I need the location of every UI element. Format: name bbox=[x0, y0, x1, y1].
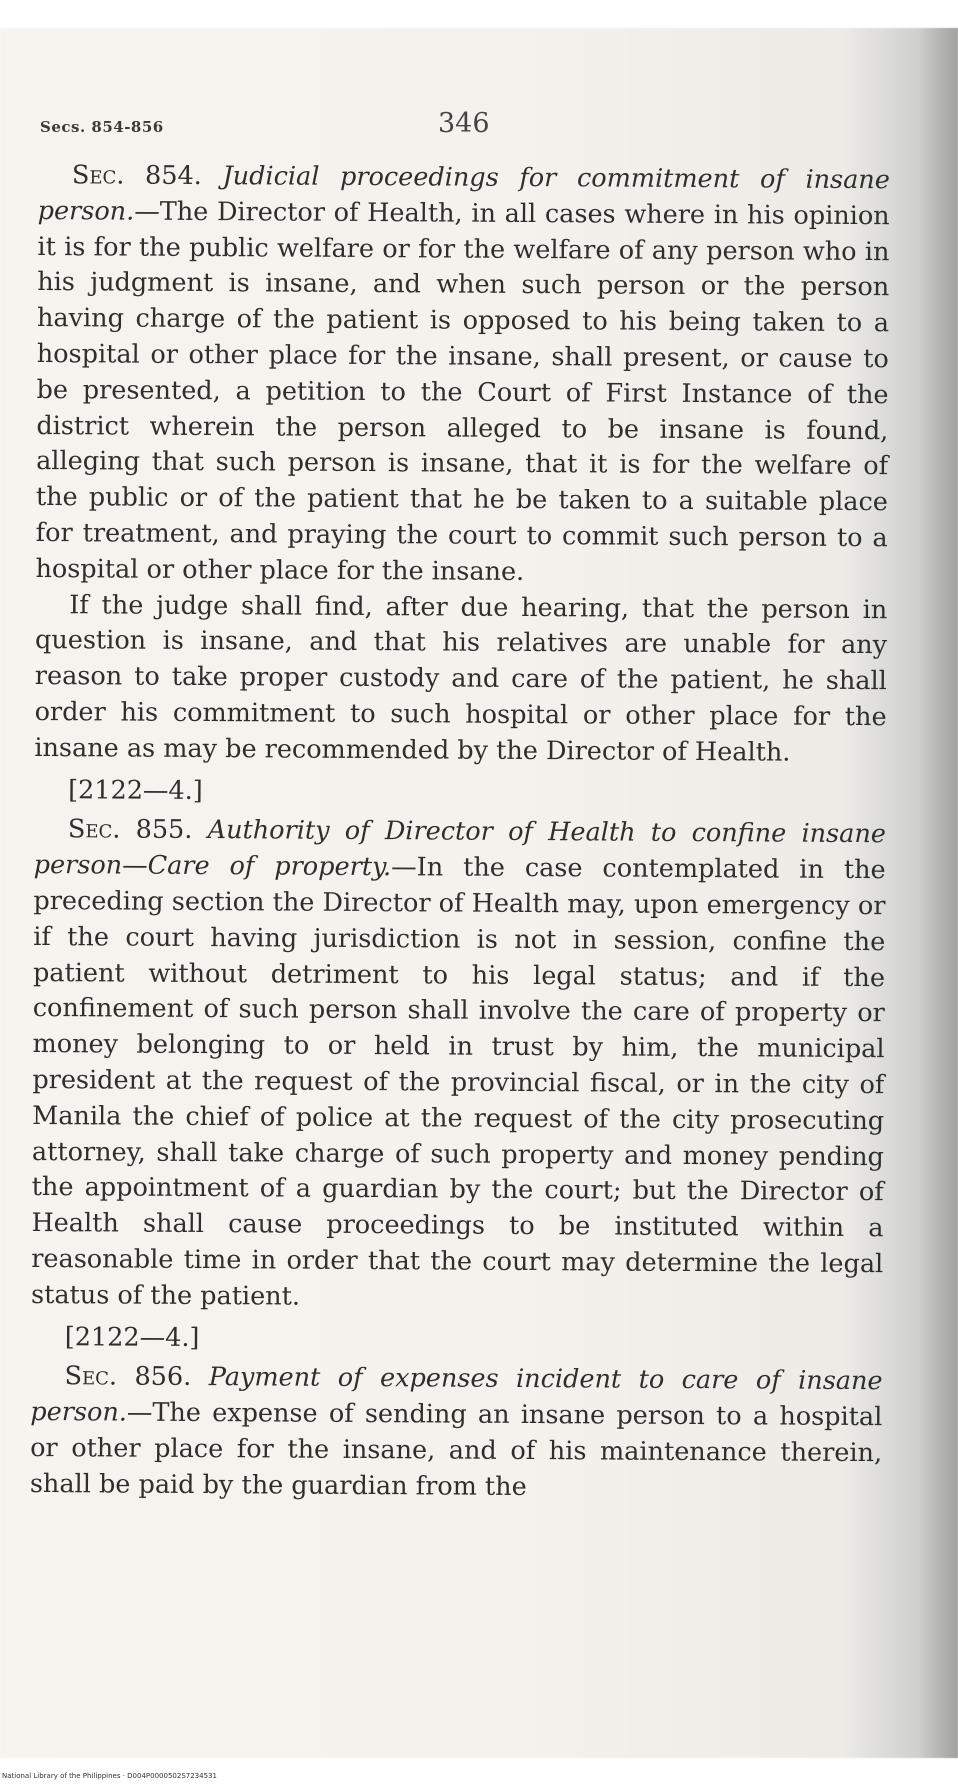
section-heading: Judicial proceedings for commitment of insane person. bbox=[37, 161, 890, 227]
page-edge-shadow bbox=[918, 28, 958, 1758]
section-854-citation: [2122—4.] bbox=[68, 774, 203, 806]
section-855 bbox=[31, 812, 886, 1318]
page-body bbox=[30, 158, 890, 1508]
page-header bbox=[40, 108, 900, 148]
section-label: Sec. 856. bbox=[64, 1361, 192, 1393]
section-856 bbox=[30, 1359, 883, 1507]
section-854-paragraph-2: If the judge shall find, after due hearing, that the person in question is insane, and that his relatives are unable for any reason to take proper custody and care of the patient, he shall order his commitment to such hospital or other place for the insane as may be recommended by the Director of Health. bbox=[34, 589, 888, 768]
section-body: —In the case contemplated in the preceding section the Director of Health may, upon emergency or if the court having jurisdiction is not in session, confine the patient without detriment to his legal status; and if the confinement of such person shall involve the care of property or money belonging to or held in trust by him, the municipal president at the request of the provincial fiscal, or in the city of Manila the chief of police at the request of the city prosecuting attorney, shall take charge of such property and money pending the appointment of a guardian by the court; but the Director of Health shall cause proceedings to be instituted within a reasonable time in order that the court may determine the legal status of the patient. bbox=[30, 852, 886, 1312]
section-855-citation: [2122—4.] bbox=[64, 1321, 200, 1353]
section-body: —The Director of Health, in all cases where in his opinion it is for the public welfare or for the welfare of any person who in his judgment is insane, and when such person or the person having charge of the patient is opposed to his being taken to a hospital or other place for the insane, shall present, or cause to be presented, a petition to the Court of First Instance of the district wherein the person alleged to be insane is found, alleging that such person is insane, that it is for the welfare of the public or of the patient that he be taken to a suitable place for treatment, and praying the court to commit such person to a hospital or other place for the insane. bbox=[35, 196, 890, 587]
section-label: Sec. 854. bbox=[71, 160, 202, 192]
section-body: —The expense of sending an insane person to a hospital or other place for the insane, and of his maintenance therein, shall be paid by the guardian from the bbox=[29, 1397, 883, 1502]
section-heading: Payment of expenses incident to care of insane person. bbox=[30, 1362, 883, 1428]
page-number: 346 bbox=[438, 108, 490, 139]
section-label: Sec. 855. bbox=[67, 814, 193, 846]
sections-range: Secs. 854-856 bbox=[40, 118, 164, 136]
scan-source-footer: National Library of the Philippines · D004P0000502S7234531 bbox=[2, 1772, 217, 1780]
section-854 bbox=[35, 158, 890, 593]
section-heading: Authority of Director of Health to confine insane person—Care of property. bbox=[33, 815, 886, 883]
